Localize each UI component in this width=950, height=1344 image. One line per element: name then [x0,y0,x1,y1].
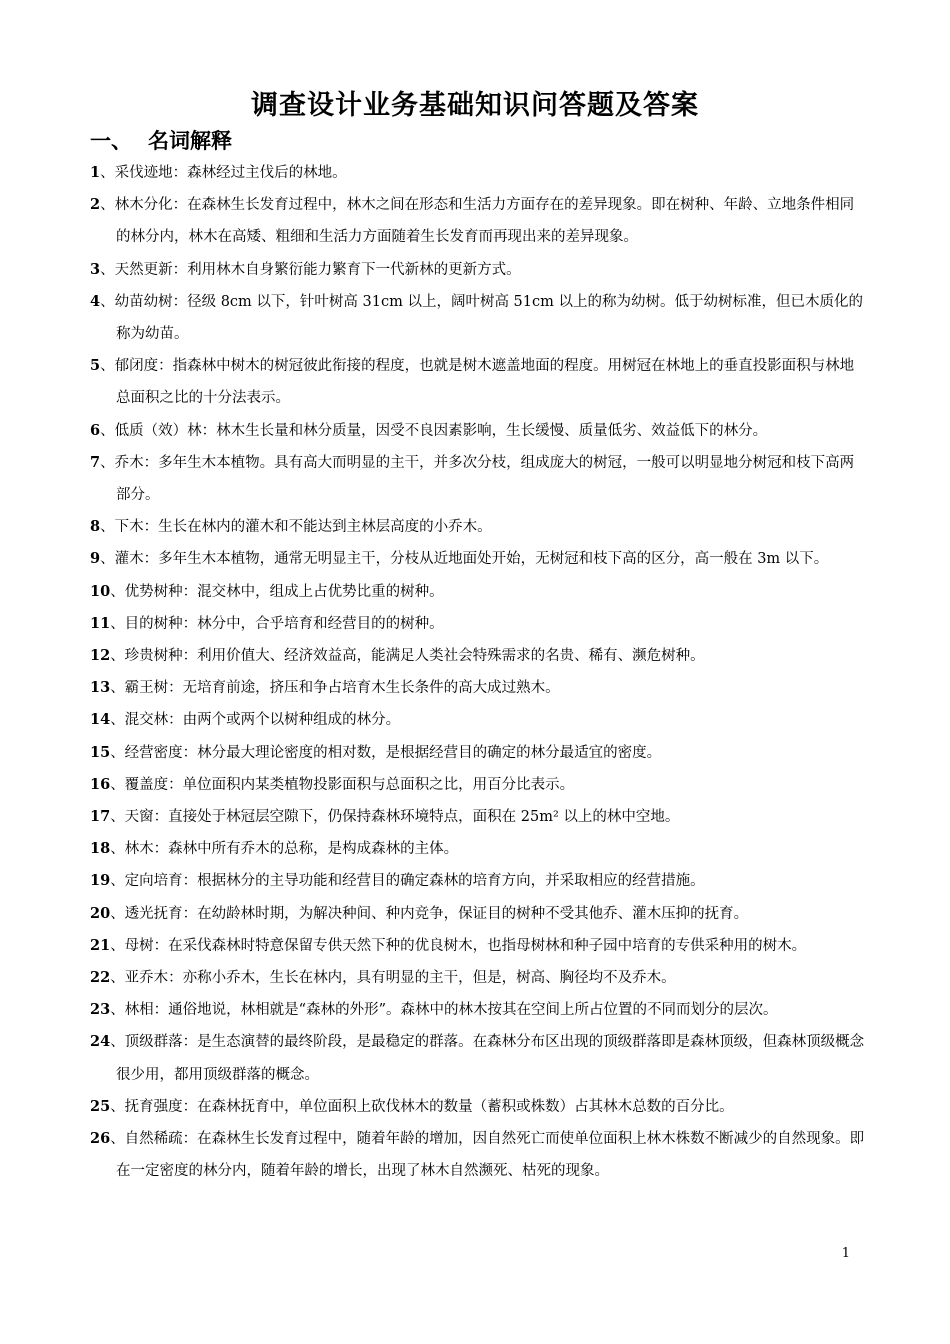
item-number: 16 [90,775,111,793]
definition-item [90,801,865,833]
definition-item [90,189,865,253]
definition-item [90,1091,865,1123]
item-number: 11 [90,614,111,632]
item-number: 25 [90,1097,111,1115]
item-text: 、优势树种：混交林中，组成上占优势比重的树种。 [110,583,444,600]
item-text: 、透光抚育：在幼龄林时期，为解决种间、种内竞争，保证目的树种不受其他乔、灌木压抑的抚育。 [110,905,749,922]
definition-item [90,769,865,801]
item-number: 21 [90,936,111,954]
item-number: 22 [90,969,111,987]
item-text: 、天窗：直接处于林冠层空隙下，仍保持森林环境特点，面积在 25m² 以上的林中空地。 [110,809,680,826]
item-text: 、自然稀疏：在森林生长发育过程中，随着年龄的增加，因自然死亡而使单位面积上林木株数不断减少的自然现象。即在一定密度的林分内，随着年龄的增长，出现了林木自然濒死、枯死的现象。 [110,1131,865,1180]
item-number: 4 [90,292,101,310]
item-text: 、混交林：由两个或两个以树种组成的林分。 [110,712,401,729]
item-number: 20 [90,904,111,922]
item-text: 、霸王树：无培育前途，挤压和争占培育木生长条件的高大成过熟木。 [110,680,560,697]
definition-item [90,833,865,865]
item-number: 6 [90,421,101,439]
item-text: 、珍贵树种：利用价值大、经济效益高，能满足人类社会特殊需求的名贵、稀有、濒危树种。 [110,648,705,665]
definition-item [90,608,865,640]
item-text: 、采伐迹地：森林经过主伐后的林地。 [100,165,347,181]
definition-item [90,737,865,769]
item-text: 、林木分化：在森林生长发育过程中，林木之间在形态和生活力方面存在的差异现象。即在树种、年龄、立地条件相同的林分内，林木在高矮、粗细和生活力方面随着生长发育而再现出来的差异现象。 [100,197,855,246]
item-number: 3 [90,260,101,278]
item-number: 18 [90,840,111,858]
item-text: 、覆盖度：单位面积内某类植物投影面积与总面积之比，用百分比表示。 [110,776,575,793]
item-text: 、林木：森林中所有乔木的总称，是构成森林的主体。 [110,841,459,858]
item-number: 26 [90,1130,111,1148]
item-text: 、母树：在采伐森林时特意保留专供天然下种的优良树木，也指母树林和种子园中培育的专供采种用的树木。 [110,937,807,954]
item-number: 9 [90,550,101,568]
document-title: 调查设计业务基础知识问答题及答案 [251,90,699,121]
item-text: 、顶级群落：是生态演替的最终阶段，是最稳定的群落。在森林分布区出现的顶级群落即是森林顶级，但森林顶级概念很少用，都用顶级群落的概念。 [110,1034,865,1083]
item-text: 、抚育强度：在森林抚育中，单位面积上砍伐林木的数量（蓄积或株数）占其林木总数的百分比。 [110,1098,734,1115]
item-text: 、天然更新：利用林木自身繁衍能力繁育下一代新林的更新方式。 [100,261,521,278]
item-text: 、乔木：多年生木本植物。具有高大而明显的主干，并多次分枝，组成庞大的树冠，一般可以明显地分树冠和枝下高两部分。 [100,454,855,504]
definition-item [90,672,865,704]
definition-item [90,1123,865,1187]
item-text: 、林相：通俗地说，林相就是“森林的外形”。森林中的林木按其在空间上所占位置的不同而划分的层次。 [110,1002,778,1019]
definition-item [90,511,865,543]
item-text: 、低质（效）林：林木生长量和林分质量，因受不良因素影响，生长缓慢、质量低劣、效益低下的林分。 [100,422,768,439]
item-number: 2 [90,196,101,214]
item-number: 8 [90,518,101,536]
definition-item [90,350,865,414]
item-text: 、定向培育：根据林分的主导功能和经营目的确定森林的培育方向，并采取相应的经营措施。 [110,873,705,890]
item-number: 14 [90,711,111,729]
item-number: 23 [90,1001,111,1019]
section-heading-text: 名词解释 [148,128,232,153]
page-number: 1 [841,1246,850,1261]
definition-item [90,962,865,994]
item-text: 、经营密度：林分最大理论密度的相对数，是根据经营目的确定的林分最适宜的密度。 [110,744,662,761]
item-text: 、灌木：多年生木本植物，通常无明显主干，分枝从近地面处开始，无树冠和枝下高的区分，高一般在 3m 以下。 [100,551,829,568]
item-number: 17 [90,808,111,826]
definition-item [90,157,865,189]
item-text: 、目的树种：林分中，合乎培育和经营目的的树种。 [110,615,444,632]
item-number: 12 [90,647,111,665]
item-number: 7 [90,453,101,471]
item-text: 、亚乔木：亦称小乔木，生长在林内，具有明显的主干，但是，树高、胸径均不及乔木。 [110,970,676,987]
definition-item [90,286,865,350]
item-number: 5 [90,357,101,375]
definition-item [90,640,865,672]
definition-item [90,543,865,575]
item-text: 、幼苗幼树：径级 8cm 以下，针叶树高 31cm 以上，阔叶树高 51cm 以上的称为幼树。低于幼树标准，但已木质化的称为幼苗。 [100,293,863,343]
item-number: 13 [90,679,111,697]
section-heading [90,125,232,157]
item-number: 15 [90,743,111,761]
item-number: 1 [90,164,101,181]
definition-item [90,415,865,447]
item-number: 10 [90,582,111,600]
section-number: 一、 [90,128,132,153]
definition-item [90,254,865,286]
definition-list [90,157,865,1188]
definition-item [90,930,865,962]
definition-item [90,994,865,1026]
definition-item [90,704,865,736]
definition-item [90,447,865,511]
item-text: 、郁闭度：指森林中树木的树冠彼此衔接的程度，也就是树木遮盖地面的程度。用树冠在林地上的垂直投影面积与林地总面积之比的十分法表示。 [100,358,855,407]
definition-item [90,898,865,930]
item-text: 、下木：生长在林内的灌木和不能达到主林层高度的小乔木。 [100,519,492,536]
item-number: 19 [90,872,111,890]
item-number: 24 [90,1033,111,1051]
definition-item [90,1026,865,1090]
definition-item [90,576,865,608]
definition-item [90,865,865,897]
